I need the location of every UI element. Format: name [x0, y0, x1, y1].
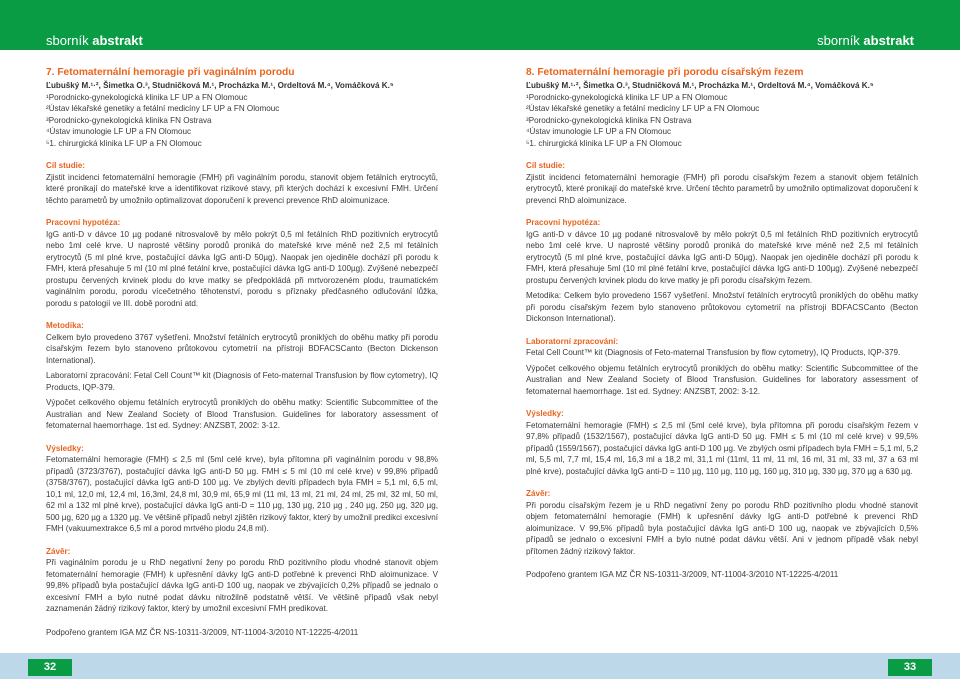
section-body [526, 500, 918, 558]
header-bar [0, 0, 960, 50]
section-body [46, 557, 438, 615]
paragraph: Celkem bylo provedeno 3767 vyšetření. Množství fetálních erytrocytů proniklých do oběhu matky při porodu císařským řezem bylo stanoveno průtokovou cytometrií na přístroji BDFACSCanto (Becton Dickenson International). [46, 332, 438, 365]
affiliation: ⁵1. chirurgická klinika LF UP a FN Olomouc [46, 138, 202, 148]
paragraph: IgG anti-D v dávce 10 µg podané nitrosvalově by mělo pokrýt 0,5 ml fetálních RhD pozitivních erytrocytů nebo 1ml celé krve. U naprosté většiny porodů proniká do mateřské krve méně než 2,5 ml fetálních erytrocytů (5 ml plné krve, postačující dávka IgG anti-D 50µg). Naopak jen ojediněle dochází při porodu k FMH, která přesahuje 5 ml (10 ml plné fetální krve, postačující dávka IgG anti-D 100µg). Zvýšené nebezpečí prostupu červených krvinek plodu do krve matky se předpokládá při mrtvorozeném plodu, traumatickém vaginálním porodu, porodu vícečetného těhotenství, porodu s příznaky předčasného odlučování lůžka, porodu s patologií ve III. době porodní atd. [46, 229, 438, 308]
journal-title-left [46, 33, 143, 48]
paragraph: Metodika: Celkem bylo provedeno 1567 vyšetření. Množství fetálních erytrocytů proniklých do oběhu matky při porodu císařským řezem bylo stanoveno průtokovou cytometrií na přístroji BDFACSCanto (Becton Dickonson International). [526, 291, 918, 323]
section-heading: Závěr: [526, 489, 551, 498]
section-body [46, 172, 438, 207]
grant-note: Podpořeno grantem IGA MZ ČR NS-10311-3/2009, NT-11004-3/2010 NT-12225-4/2011 [526, 570, 839, 579]
journal-title-left-bold: abstrakt [92, 33, 143, 48]
section-heading: Výsledky: [46, 443, 84, 453]
footer-bar [0, 653, 960, 679]
section-heading: Cíl studie: [46, 161, 86, 170]
section-heading: Pracovní hypotéza: [526, 218, 601, 227]
paragraph: Výpočet celkového objemu fetálních erytrocytů proniklých do oběhu matky: Scientific Subcommittee of the Australian and New Zealand Society of Blood Transfusion. Guidelines for laboratory assessment of fetomaternal haemorrhage. 1st ed. Sydney: ANZSBT, 2002: 3-12. [46, 398, 438, 430]
section-body [46, 454, 438, 535]
paragraph: Zjistit incidenci fetomaternální hemoragie (FMH) při porodu císařským řezem a stanovit objem fetálních erytrocytů, které pronikají do mateřské krve. Určení těchto parametrů by umožnilo optimalizovat doporučení k prevenci RhD aloimunizace. [526, 172, 918, 205]
page-number-right: 33 [888, 659, 932, 676]
page-number-left: 32 [28, 659, 72, 676]
affiliation: ³Porodnicko-gynekologická klinika FN Ostrava [526, 115, 692, 125]
section-heading: Metodika: [46, 321, 84, 330]
paragraph: Výpočet celkového objemu fetálních erytrocytů proniklých do oběhu matky: Scientific Subcommittee of the Australian and New Zealand Society of Blood Transfusion. Guidelines for laboratory assessment of fetomaternal haemorrhage. 1st ed. Sydney: ANZSBT, 2002: 3-12. [526, 363, 918, 396]
abstract-authors: Ľubušký M.¹·², Šimetka O.³, Studničková M.¹, Procházka M.¹, Ordeltová M.⁴, Vomáčková K.⁵ [526, 81, 874, 90]
section-heading: Laboratorní zpracování: [526, 336, 619, 346]
journal-title-right [817, 33, 914, 48]
paragraph: Fetomaternální hemoragie (FMH) ≤ 2,5 ml (5ml celé krve), byla přítomna při porodu císařským řezem v 97,8% případů (1532/1567), postačující dávka IgG anti-D 50 µg. FMH ≤ 5 ml (10 ml celé krve) v 99,5% případů (1559/1567), postačující dávka IgG anti-D 100 µg. Ve zbylých osmi případech byla FMH = 5,1 ml, 5,2 ml, 5,5 ml, 7,7 ml, 15,4 ml, 16,3 ml a 18,2 ml, 31,1 ml (11ml, 11 ml, 11 ml, 16 ml, 31 ml, 33 ml, 37 a 63 ml plné krve), postačující dávka IgG anti-D = 110 µg, 110 µg, 110 µg, 160 µg, 310 µg, 330 µg, 370 µg a 630 µg. [526, 420, 918, 476]
affiliation: ⁴Ústav imunologie LF UP a FN Olomouc [46, 127, 192, 136]
section-heading: Závěr: [46, 546, 71, 556]
affiliation: ²Ústav lékařské genetiky a fetální medicíny LF UP a FN Olomouc [46, 104, 280, 113]
paragraph: Fetomaternální hemoragie (FMH) ≤ 2,5 ml (5ml celé krve), byla přítomna při vaginálním porodu v 98,8% případů (3723/3767), postačující dávka IgG anti-D 50 µg. FMH ≤ 5 ml (10 ml celé krve) v 99,8% případů (3758/3767), postačující dávka IgG anti-D 100 µg. Ve zbylých devíti případech byla FMH = 5,1 ml, 6,5 ml, 10,1 ml, 12,0 ml, 12,4 ml, 16,3ml, 24,8 ml, 30,9 ml, 65,9 ml (11 ml, 13 ml, 21 ml, 24 ml, 25 ml, 32 ml, 50 ml, 62 ml a 132 ml plné krve), postačující dávka IgG anti-D = 110 µg, 130 µg, 210 µg , 240 µg, 250 µg, 320 µg, 500 µg, 620 µg a 1320 µg. Ve většině případů nebyl zjištěn rizikový faktor, který by umožnil predikci excesivní FMH (vakuumextrakce 6,5 ml a porod mrtvého plodu 24,8 ml). [46, 455, 438, 533]
affiliation: ¹Porodnicko-gynekologická klinika LF UP a FN Olomouc [526, 92, 728, 102]
affiliation: ⁴Ústav imunologie LF UP a FN Olomouc [526, 127, 672, 136]
section-body [46, 229, 438, 310]
grant-note: Podpořeno grantem IGA MZ ČR NS-10311-3/2009, NT-11004-3/2010 NT-12225-4/2011 [46, 627, 359, 637]
paragraph: IgG anti-D v dávce 10 µg podané nitrosvalově by mělo pokrýt 0,5 ml fetálních RhD pozitivních erytrocytů nebo 1ml celé krve. U naprosté většiny porodů proniká do mateřské krve méně než 2,5 ml fetálních erytrocytů (5 ml plné krve, postačující dávka IgG anti-D 50µg). Naopak jen ojediněle dochází při porodu k FMH, která přesahuje 5ml (10 ml plné fetální krve, postačující dávka IgG anti-D 100µg). Zvýšené nebezpečí prostupu červených krvinek plodu do krve matky je při porodu císařským řezem. [526, 229, 918, 285]
section-body [526, 229, 918, 325]
journal-title-right-prefix: sborník [817, 33, 864, 48]
section-body [46, 332, 438, 432]
paragraph: Při vaginálním porodu je u RhD negativní ženy po porodu RhD pozitivního plodu vhodné stanovit objem fetomaternální hemoragie (FMH) k upřesnění dávky IgG anti-D potřebné k prevenci RhD aloimunizace. V 99,8% případů byla postačující dávka IgG anti-D 100 ug, naopak ve zbývajících 0,2% případů se jednalo o excesivní FMH a bylo nutné podat dávku nitrožilně podstatně větší. Ve většině případů však nebyl zaznamenán žádný rizikový faktor, který by umožnil excesivní FMH predikovat. [46, 558, 438, 613]
section-body [526, 420, 918, 478]
section-heading: Pracovní hypotéza: [46, 218, 121, 227]
abstract-authors: Ľubušký M.¹·², Šimetka O.³, Studničková M.¹, Procházka M.¹, Ordeltová M.⁴, Vomáčková K.⁵ [46, 81, 394, 90]
abstract-title: 7. Fetomaternální hemoragie při vaginálním porodu [46, 67, 295, 78]
section-body [526, 347, 918, 397]
affiliation: ³Porodnicko-gynekologická klinika FN Ostrava [46, 115, 212, 125]
paragraph: Zjistit incidenci fetomaternální hemoragie (FMH) při vaginálním porodu, stanovit objem fetálních erytrocytů, které pronikají do mateřské krve a identifikovat rizikové stavy, při kterých dochází k excesivní FMH. Určení těchto parametrů by umožnilo optimalizovat doporučení k prevenci prevence RhD aloimunizace. [46, 172, 438, 205]
abstract-right [526, 67, 918, 581]
paragraph: Laboratorní zpracování: Fetal Cell Count™ kit (Diagnosis of Feto-maternal Transfusion by flow cytometry), IQ Products, IQP-379. [46, 371, 438, 392]
affiliation: ¹Porodnicko-gynekologická klinika LF UP a FN Olomouc [46, 92, 248, 102]
affiliation: ²Ústav lékařské genetiky a fetální medicíny LF UP a FN Olomouc [526, 104, 760, 113]
journal-title-left-prefix: sborník [46, 33, 93, 48]
paragraph: Při porodu císařským řezem je u RhD negativní ženy po porodu RhD pozitivního plodu vhodné stanovit objem fetomaternální hemoragie (FMH) k upřesnění dávky IgG anti-D potřebné k prevenci RhD aloimunizace. V 99,5% případů byla postačující dávka IgG anti-D 100 ug, naopak ve zbývajících 0,5% případů se jednalo o excesivní FMH a bylo nutné podat dávku větší. Ani v jednom případě však nebyl přítomen žádný rizikový faktor. [526, 500, 918, 556]
affiliation: ⁵1. chirurgická klinika LF UP a FN Olomouc [526, 138, 682, 148]
abstract-title: 8. Fetomaternální hemoragie při porodu císařským řezem [526, 67, 804, 78]
abstract-left [46, 67, 438, 638]
section-body [526, 172, 918, 207]
section-heading: Cíl studie: [526, 161, 566, 170]
journal-title-right-bold: abstrakt [863, 33, 914, 48]
paragraph: Fetal Cell Count™ kit (Diagnosis of Feto-maternal Transfusion by flow cytometry), IQ Products, IQP-379. [526, 348, 901, 357]
section-heading: Výsledky: [526, 409, 564, 418]
